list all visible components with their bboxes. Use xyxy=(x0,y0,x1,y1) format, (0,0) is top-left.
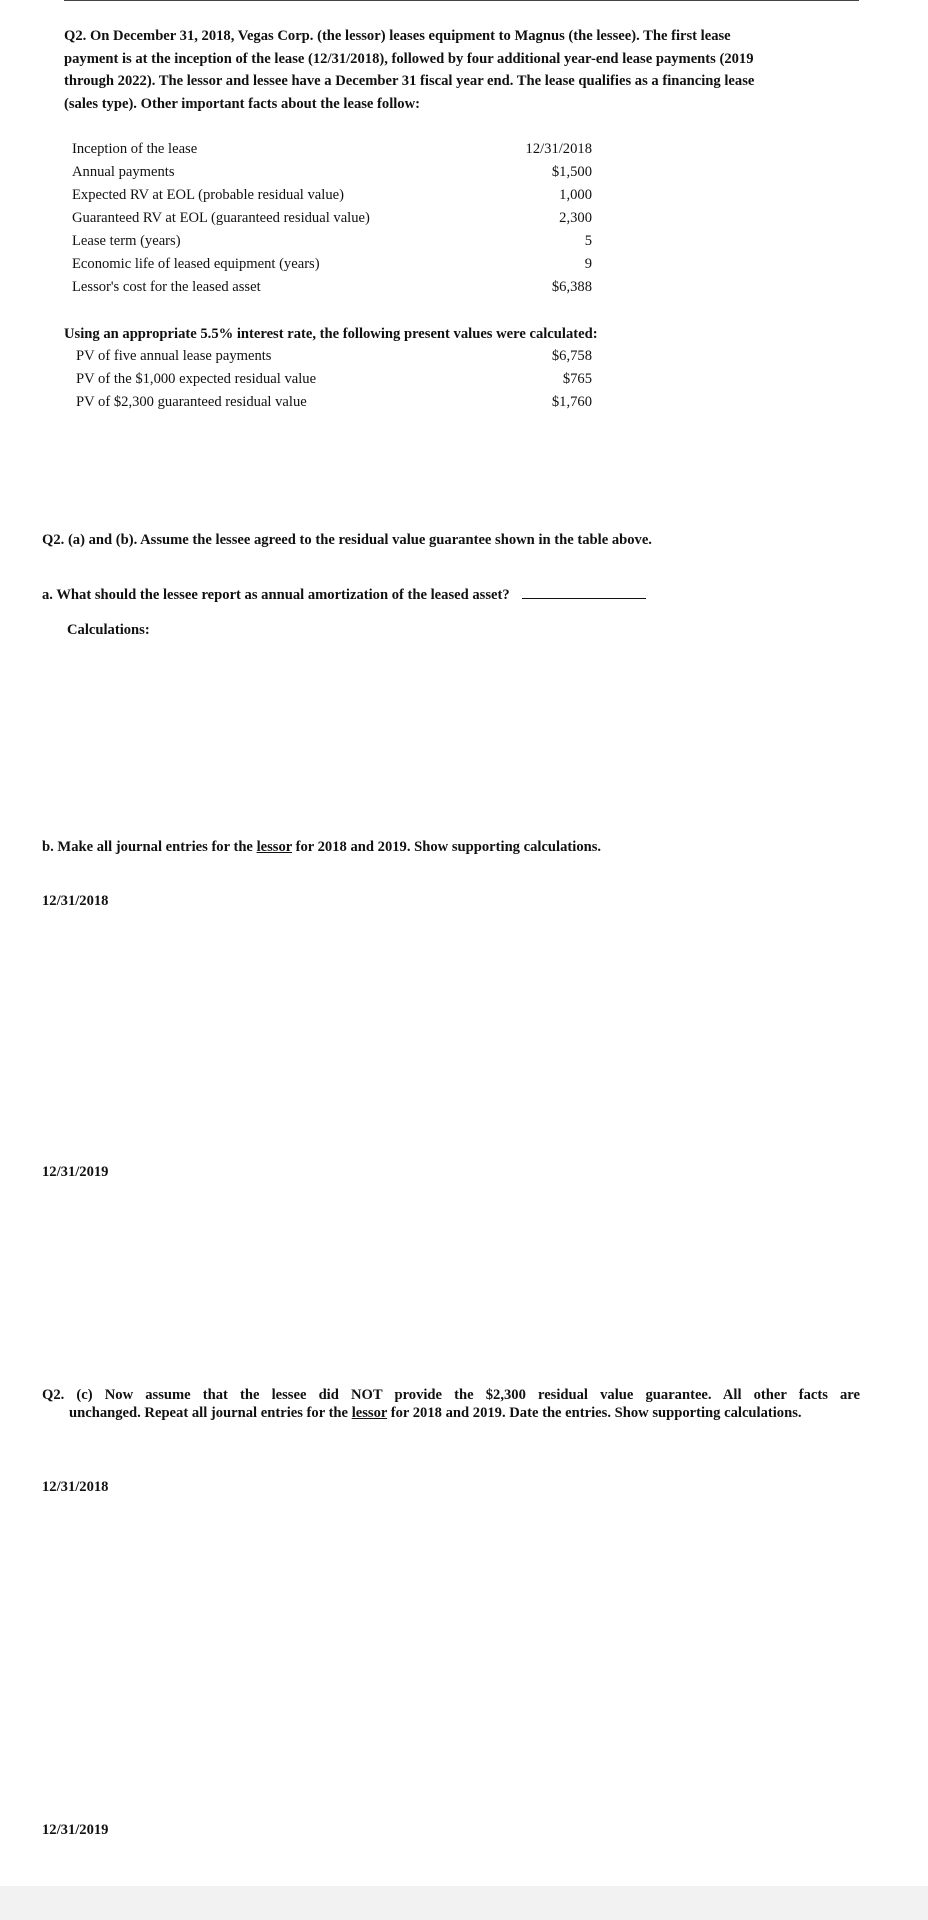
q2ab-heading: Q2. (a) and (b). Assume the lessee agreed to the residual value guarantee shown in the table above. xyxy=(42,532,652,548)
top-divider xyxy=(64,0,859,1)
fact-label: Inception of the lease xyxy=(72,141,198,157)
q2b-date-2019: 12/31/2019 xyxy=(42,1164,109,1180)
fact-value: 2,300 xyxy=(559,210,592,226)
table-row xyxy=(76,345,592,368)
table-row xyxy=(72,184,592,207)
fact-value: $6,388 xyxy=(551,279,592,295)
table-row xyxy=(76,391,592,414)
table-row xyxy=(72,207,592,230)
q2b-date-2018: 12/31/2018 xyxy=(42,893,109,909)
table-row xyxy=(72,161,592,184)
fact-value: $1,500 xyxy=(551,164,592,180)
table-row xyxy=(72,138,592,161)
pv-value: $1,760 xyxy=(551,394,592,410)
page-bottom-band xyxy=(0,1886,928,1920)
q2b-question xyxy=(42,837,601,857)
present-values-table xyxy=(76,345,592,414)
table-row xyxy=(76,368,592,391)
lease-facts-table xyxy=(72,138,592,299)
fact-value: 9 xyxy=(584,256,592,272)
fact-label: Guaranteed RV at EOL (guaranteed residual value) xyxy=(72,210,370,226)
pv-value: $6,758 xyxy=(551,348,592,364)
pv-label: PV of $2,300 guaranteed residual value xyxy=(76,394,307,410)
q2b-text-after: for 2018 and 2019. Show supporting calculations. xyxy=(291,839,602,855)
fact-value: 1,000 xyxy=(559,187,592,203)
q2c-question xyxy=(42,1386,860,1422)
fact-label: Expected RV at EOL (probable residual value) xyxy=(72,187,344,203)
fact-label: Lessor's cost for the leased asset xyxy=(72,279,261,295)
q2a-question xyxy=(42,584,646,605)
fact-value: 12/31/2018 xyxy=(525,141,592,157)
q2c-date-2019: 12/31/2019 xyxy=(42,1822,109,1838)
fact-label: Economic life of leased equipment (years) xyxy=(72,256,320,272)
table-row xyxy=(72,230,592,253)
pv-intro: Using an appropriate 5.5% interest rate, the following present values were calculated: xyxy=(64,326,598,342)
fact-label: Lease term (years) xyxy=(72,233,181,249)
answer-blank[interactable] xyxy=(522,584,646,599)
table-row xyxy=(72,276,592,299)
q2c-text-after: for 2018 and 2019. Date the entries. Show supporting calculations. xyxy=(387,1405,802,1421)
question-intro: Q2. On December 31, 2018, Vegas Corp. (the lessor) leases equipment to Magnus (the lessee). The first lease payment is at the inception of the lease (12/31/2018), followed by four additional year-end lease payments (2019 through 2022). The lessor and lessee have a December 31 fiscal year end. The lease qualifies as a financing lease (sales type). Other important facts about the lease follow: xyxy=(64,28,755,112)
q2c-line2 xyxy=(42,1404,860,1422)
q2c-text-before: unchanged. Repeat all journal entries for the xyxy=(69,1405,352,1421)
pv-label: PV of five annual lease payments xyxy=(76,348,272,364)
calculations-label: Calculations: xyxy=(67,622,150,638)
q2c-date-2018: 12/31/2018 xyxy=(42,1479,109,1495)
pv-value: $765 xyxy=(562,371,592,387)
q2c-line1: Q2. (c) Now assume that the lessee did NOT provide the $2,300 residual value guarantee. All other facts are xyxy=(42,1387,860,1403)
q2a-text: a. What should the lessee report as annual amortization of the leased asset? xyxy=(42,587,510,603)
fact-value: 5 xyxy=(584,233,592,249)
pv-label: PV of the $1,000 expected residual value xyxy=(76,371,317,387)
table-row xyxy=(72,253,592,276)
q2b-text-before: b. Make all journal entries for the xyxy=(42,839,257,855)
q2c-lessor: lessor xyxy=(351,1405,388,1421)
q2b-lessor: lessor xyxy=(256,839,292,855)
fact-label: Annual payments xyxy=(72,164,175,180)
